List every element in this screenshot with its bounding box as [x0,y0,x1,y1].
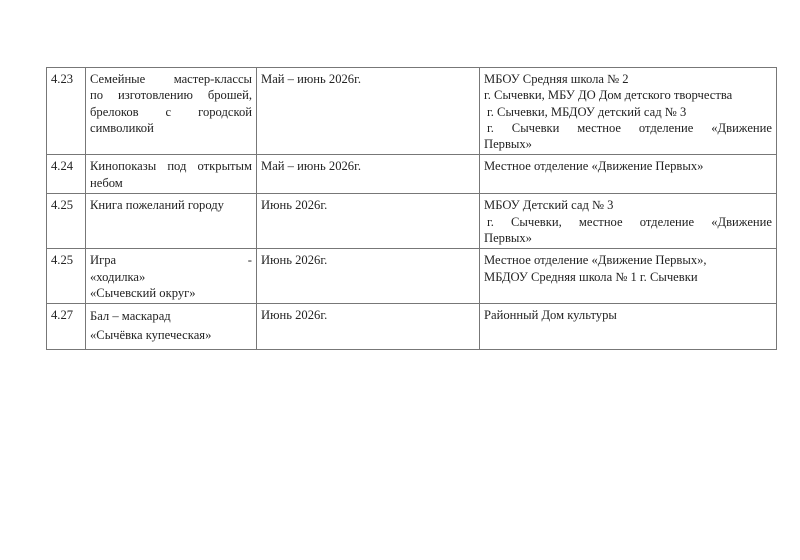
row-number: 4.27 [47,304,86,350]
event-name [86,304,257,350]
event-date: Май – июнь 2026г. [257,155,480,194]
table-row [47,194,777,249]
organizer-line: Районный Дом культуры [484,308,617,323]
event-name [86,249,257,304]
event-date: Июнь 2026г. [257,249,480,304]
organizer-line: г. Сычевки, местное отделение «Движение [487,214,772,229]
organizer-line: г. Сычевки местное отделение «Движение [487,120,772,135]
events-table [46,67,777,350]
row-number: 4.25 [47,194,86,249]
organizers [480,249,777,304]
organizer-line: Местное отделение «Движение Первых», [484,253,707,268]
event-name [86,68,257,155]
event-date: Июнь 2026г. [257,194,480,249]
row-number: 4.25 [47,249,86,304]
row-number: 4.23 [47,68,86,155]
row-number: 4.24 [47,155,86,194]
organizer-line: Местное отделение «Движение Первых» [484,159,704,174]
organizer-line: г. Сычевки, МБУ ДО Дом детского творчества [484,88,733,103]
organizer-line: Первых» [484,231,532,246]
table-row [47,249,777,304]
event-line: символикой [90,120,154,135]
event-name [86,194,257,249]
organizer-line: г. Сычевки, МБДОУ детский сад № 3 [487,104,687,119]
organizer-line: МБОУ Средняя школа № 2 [484,72,629,86]
organizers [480,194,777,249]
event-date: Май – июнь 2026г. [257,68,480,155]
table-row [47,68,777,155]
organizer-line: МБОУ Детский сад № 3 [484,198,614,213]
organizers [480,68,777,155]
table-row [47,155,777,194]
event-line: Семейные мастер-классы [90,72,252,86]
event-line: Игра - «ходилка» [90,253,252,284]
event-line: «Сычевский округ» [90,285,196,300]
event-date: Июнь 2026г. [257,304,480,350]
organizers [480,155,777,194]
event-line: «Сычёвка купеческая» [90,328,212,343]
event-line: Бал – маскарад [90,309,171,324]
event-line: брелоков с городской [90,104,252,119]
table-row [47,304,777,350]
organizers [480,304,777,350]
organizer-line: Первых» [484,137,532,152]
organizer-line: МБДОУ Средняя школа № 1 г. Сычевки [484,269,698,284]
event-line: Книга пожеланий городу [90,198,224,213]
event-line: небом [90,175,123,190]
event-line: Кинопоказы под открытым [90,159,252,174]
event-name [86,155,257,194]
event-line: по изготовлению брошей, [90,88,252,103]
